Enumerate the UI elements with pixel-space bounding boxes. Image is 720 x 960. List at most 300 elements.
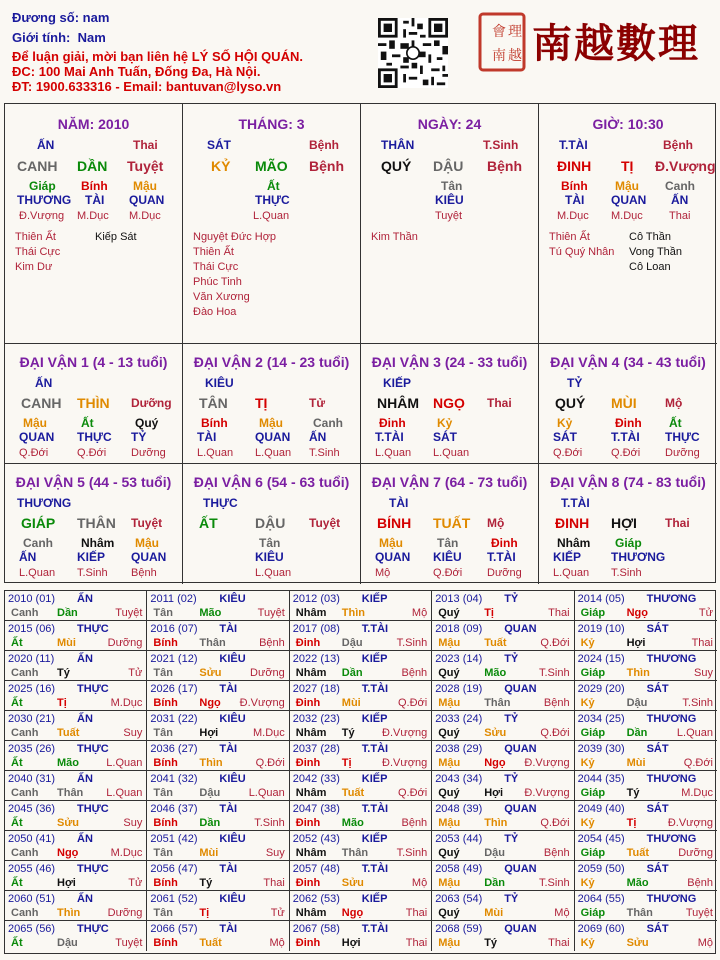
dai-van-god: ẤN	[35, 376, 53, 390]
annual-god: T.TÀI	[361, 743, 389, 755]
pillar-stage-text: M.Dục	[611, 210, 643, 222]
annual-stem: Giáp	[580, 907, 606, 919]
annual-branch: Hợi	[341, 937, 361, 949]
annual-year: 2063 (54)	[435, 893, 483, 905]
annual-stem: Canh	[11, 847, 39, 859]
annual-year: 2043 (34)	[435, 773, 483, 785]
annual-branch: Tuất	[341, 787, 365, 799]
annual-cell	[5, 801, 147, 831]
dai-van-hidden-stem: Canh	[313, 416, 343, 430]
annual-god: SÁT	[646, 623, 669, 635]
annual-year: 2012 (03)	[292, 593, 340, 605]
annual-cell	[5, 891, 147, 921]
annual-year: 2065 (56)	[8, 923, 56, 935]
dai-van-title: ĐẠI VẬN 7 (64 - 73 tuổi)	[371, 474, 528, 490]
annual-year: 2010 (01)	[8, 593, 56, 605]
dai-van-hidden-god: QUAN	[255, 430, 291, 444]
dai-van-hidden-god: QUAN	[131, 550, 167, 564]
annual-cell	[290, 921, 432, 951]
annual-god: SÁT	[646, 923, 669, 935]
annual-stage: Đ.Vượng	[382, 727, 428, 739]
dai-van-branch: TỊ	[255, 395, 268, 411]
dai-van-hidden-stage: L.Quan	[553, 567, 590, 579]
annual-stage: Q.Đới	[540, 727, 570, 739]
annual-stem: Kỷ	[580, 817, 595, 829]
annual-year: 2017 (08)	[292, 623, 340, 635]
annual-branch: Dần	[626, 727, 648, 739]
pillar-top-text: THÂN	[381, 138, 415, 152]
dai-van-stem: ẤT	[199, 515, 218, 531]
gioi-tinh-line: Giới tính: Nam	[12, 30, 106, 45]
annual-cell	[147, 651, 289, 681]
annual-cell	[575, 831, 717, 861]
dai-van-stem: BÍNH	[377, 515, 412, 531]
annual-cell	[575, 651, 717, 681]
annual-cell	[575, 711, 717, 741]
svg-text:越: 越	[508, 48, 522, 64]
annual-god: TỶ	[504, 893, 519, 905]
annual-cell	[5, 861, 147, 891]
annual-year: 2025 (16)	[8, 683, 56, 695]
annual-stem: Quý	[438, 727, 460, 739]
annual-stage: Đ.Vượng	[382, 757, 428, 769]
annual-stem: Đinh	[295, 817, 321, 829]
annual-stem: Tân	[153, 667, 173, 679]
annual-god: TỶ	[504, 833, 519, 845]
annual-year: 2062 (53)	[292, 893, 340, 905]
annual-stage: Mộ	[554, 907, 570, 919]
annual-year: 2056 (47)	[150, 863, 198, 875]
annual-branch: Thân	[199, 637, 226, 649]
star-name: Cô Thần	[629, 231, 671, 243]
annual-cell	[290, 771, 432, 801]
annual-god: TÀI	[219, 803, 238, 815]
star-name: Thái Cực	[15, 246, 61, 258]
annual-stem: Kỷ	[580, 757, 595, 769]
dai-van-hidden-stem: Mậu	[23, 416, 47, 430]
dai-van-hidden-stem: Kỷ	[437, 416, 453, 430]
annual-stage: T.Sinh	[396, 847, 428, 859]
annual-cell	[432, 921, 574, 951]
annual-branch: Dần	[484, 877, 505, 889]
annual-stem: Canh	[11, 667, 39, 679]
annual-god: ẤN	[77, 893, 93, 905]
pillar-stage-text: M.Dục	[557, 210, 589, 222]
pillar-title: THÁNG: 3	[238, 116, 305, 132]
annual-god: ẤN	[77, 773, 93, 785]
annual-cell	[575, 621, 717, 651]
pillar-gods-text: QUAN	[611, 193, 647, 207]
dai-van-cell	[183, 344, 361, 464]
annual-stem: Canh	[11, 907, 39, 919]
annual-stem: Đinh	[295, 877, 321, 889]
annual-god: KIẾP	[361, 593, 388, 605]
annual-stem: Nhâm	[295, 847, 327, 859]
dai-van-hidden-stem: Tân	[259, 536, 281, 550]
dai-van-title: ĐẠI VẬN 6 (54 - 63 tuổi)	[193, 474, 350, 490]
annual-cell	[290, 621, 432, 651]
annual-stem: Nhâm	[295, 607, 327, 619]
dai-van-stem: QUÝ	[555, 395, 586, 411]
annual-stem: Giáp	[580, 847, 606, 859]
annual-branch: Tị	[341, 757, 352, 769]
dai-van-hidden-god: THỰC	[77, 430, 112, 444]
dai-van-title: ĐẠI VẬN 5 (44 - 53 tuổi)	[15, 474, 172, 490]
annual-branch: Mùi	[626, 757, 646, 769]
pillar-mid-text: Bệnh	[309, 158, 344, 174]
annual-stage: Dưỡng	[107, 907, 143, 919]
pillar-gods-text: KIÊU	[435, 193, 464, 207]
dai-van-branch: TUẤT	[433, 515, 471, 531]
annual-stem: Quý	[438, 847, 460, 859]
pillar-top-text: Bệnh	[309, 138, 339, 152]
header	[0, 0, 720, 100]
annual-year: 2045 (36)	[8, 803, 56, 815]
annual-god: SÁT	[646, 683, 669, 695]
annual-year: 2069 (60)	[577, 923, 625, 935]
annual-stage: Bệnh	[687, 877, 713, 889]
dai-van-branch: THÌN	[77, 395, 110, 411]
annual-stem: Giáp	[580, 607, 606, 619]
annual-cell	[147, 801, 289, 831]
star-name: Thiên Ất	[193, 246, 234, 258]
annual-year: 2057 (48)	[292, 863, 340, 875]
annual-cell	[575, 741, 717, 771]
dai-van-hidden-stage: Mộ	[375, 567, 391, 579]
stars-list	[371, 230, 418, 245]
dai-van-hidden-stage: Dưỡng	[665, 447, 700, 459]
dai-van-hidden-stage: Dưỡng	[131, 447, 166, 459]
annual-year: 2029 (20)	[577, 683, 625, 695]
pillar-mid-text: QUÝ	[381, 158, 412, 174]
annual-stage: Thai	[691, 637, 713, 649]
dai-van-stage: Mộ	[487, 516, 505, 530]
annual-branch: Tuất	[484, 637, 507, 649]
annual-stage: Q.Đới	[397, 697, 428, 709]
annual-cell	[575, 591, 717, 621]
pillar-hidden-text: Canh	[665, 179, 695, 193]
duong-so-line: Đương số: nam	[12, 10, 110, 25]
annual-branch: Dần	[57, 607, 78, 619]
annual-stage: Tử	[270, 907, 285, 919]
annual-stage: Bệnh	[543, 847, 570, 859]
pillar-hidden-text: Bính	[561, 179, 588, 193]
annual-stage: T.Sinh	[396, 637, 428, 649]
annual-branch: Dần	[199, 817, 221, 829]
annual-god: TÀI	[219, 743, 238, 755]
annual-god: QUAN	[504, 863, 537, 875]
annual-year: 2021 (12)	[150, 653, 198, 665]
annual-branch: Hợi	[626, 637, 646, 649]
annual-stem: Quý	[438, 907, 460, 919]
annual-branch: Dậu	[626, 697, 648, 709]
pillar-mid-text: Đ.Vượng	[655, 158, 716, 174]
dai-van-hidden-stem: Mậu	[259, 416, 283, 430]
contact-address: ĐC: 100 Mai Anh Tuấn, Đống Đa, Hà Nội.	[12, 64, 261, 79]
dai-van-hidden-god: SÁT	[433, 430, 457, 444]
annual-branch: Tý	[626, 787, 640, 799]
annual-god: THƯƠNG	[646, 773, 697, 785]
annual-god: T.TÀI	[361, 923, 389, 935]
annual-cell	[432, 651, 574, 681]
dai-van-hidden-god: QUAN	[19, 430, 55, 444]
annual-stem: Bính	[153, 637, 178, 649]
dai-van-hidden-stage: Q.Đới	[553, 447, 583, 459]
dai-van-title: ĐẠI VẬN 1 (4 - 13 tuổi)	[19, 354, 168, 370]
dai-van-hidden-stem: Tân	[437, 536, 459, 550]
annual-stage: Tuyệt	[257, 607, 285, 619]
annual-branch: Mùi	[341, 697, 361, 709]
dai-van-hidden-god: T.TÀI	[375, 430, 404, 444]
header-info	[12, 10, 372, 94]
annual-branch: Hợi	[484, 787, 504, 799]
annual-branch: Mão	[626, 877, 649, 889]
annual-god: THƯƠNG	[646, 653, 697, 665]
annual-year: 2053 (44)	[435, 833, 483, 845]
annual-god: THỰC	[77, 683, 109, 695]
stars-list	[549, 230, 614, 260]
annual-god: THỰC	[77, 803, 109, 815]
annual-year: 2061 (52)	[150, 893, 198, 905]
dai-van-hidden-stage: L.Quan	[255, 567, 292, 579]
dai-van-stage: Tuyệt	[131, 516, 163, 530]
annual-god: QUAN	[504, 923, 537, 935]
pillar-mid-text: DẬU	[433, 158, 464, 174]
annual-branch: Thìn	[341, 607, 366, 619]
annual-year: 2068 (59)	[435, 923, 483, 935]
annual-year: 2034 (25)	[577, 713, 625, 725]
annual-year: 2066 (57)	[150, 923, 198, 935]
annual-stage: Q.Đới	[683, 757, 713, 769]
star-name: Vong Thần	[629, 246, 683, 258]
annual-year: 2032 (23)	[292, 713, 340, 725]
annual-stem: Kỷ	[580, 637, 595, 649]
pillar-gods-text: TÀI	[565, 193, 585, 207]
annual-year: 2042 (33)	[292, 773, 340, 785]
dai-van-hidden-god: THỰC	[665, 430, 700, 444]
pillar-hidden-text: Bính	[81, 179, 108, 193]
seal-stamp-icon	[478, 12, 526, 72]
annual-cell	[432, 891, 574, 921]
dai-van-hidden-god: ẤN	[19, 550, 37, 564]
annual-year: 2052 (43)	[292, 833, 340, 845]
annual-stem: Ất	[11, 877, 23, 889]
dai-van-god: KIÊU	[205, 376, 234, 390]
annual-year: 2067 (58)	[292, 923, 340, 935]
annual-year: 2030 (21)	[8, 713, 56, 725]
annual-cell	[5, 921, 147, 951]
annual-stem: Canh	[11, 727, 39, 739]
dai-van-hidden-stage: T.Sinh	[309, 447, 340, 459]
annual-cell	[5, 621, 147, 651]
dai-van-god: T.TÀI	[561, 496, 590, 510]
annual-stage: Đ.Vượng	[524, 787, 570, 799]
annual-stem: Ất	[11, 637, 23, 649]
dai-van-god: TÀI	[389, 496, 409, 510]
dai-van-hidden-stem: Đinh	[379, 416, 406, 430]
annual-stem: Đinh	[295, 637, 321, 649]
annual-cell	[432, 771, 574, 801]
annual-stem: Tân	[153, 727, 173, 739]
annual-year: 2024 (15)	[577, 653, 625, 665]
pillar-mid-text: TỊ	[621, 158, 634, 174]
dai-van-hidden-god: KIẾP	[553, 550, 582, 564]
dai-van-hidden-stage: Q.Đới	[19, 447, 49, 459]
annual-year: 2023 (14)	[435, 653, 483, 665]
pillar-mid-text: MÃO	[255, 158, 288, 174]
annual-cell	[432, 741, 574, 771]
star-name: Văn Xương	[193, 291, 250, 303]
star-name: Tú Quý Nhân	[549, 246, 615, 258]
annual-stage: Mộ	[269, 937, 285, 949]
annual-branch: Tuất	[57, 727, 80, 739]
annual-cell	[147, 921, 289, 951]
annual-stage: L.Quan	[676, 727, 713, 739]
annual-stage: Tử	[128, 877, 143, 889]
dai-van-hidden-stem: Quý	[135, 416, 159, 430]
dai-van-god: THƯƠNG	[17, 496, 72, 510]
annual-god: TỶ	[504, 773, 519, 785]
annual-branch: Sửu	[484, 727, 507, 739]
annual-year: 2059 (50)	[577, 863, 625, 875]
annual-cell	[432, 831, 574, 861]
annual-cell	[575, 921, 717, 951]
pillar-hidden-text: Ất	[267, 179, 280, 193]
annual-stem: Nhâm	[295, 667, 327, 679]
pillar-stage-text: Thai	[669, 210, 691, 222]
annual-god: THƯƠNG	[646, 833, 697, 845]
annual-stage: Dưỡng	[250, 667, 285, 679]
annual-stage: L.Quan	[106, 757, 143, 769]
dai-van-hidden-god: KIÊU	[433, 550, 462, 564]
dai-van-hidden-god: TÀI	[197, 430, 217, 444]
brand-logo-text: 南越數理	[532, 20, 700, 67]
annual-stem: Tân	[153, 787, 173, 799]
annual-stem: Nhâm	[295, 727, 327, 739]
annual-year: 2013 (04)	[435, 593, 483, 605]
annual-branch: Thân	[626, 907, 653, 919]
dai-van-hidden-stem: Ất	[81, 416, 94, 430]
annual-stage: L.Quan	[248, 787, 285, 799]
annual-branch: Mão	[484, 667, 507, 679]
annual-branch: Thìn	[199, 757, 223, 769]
annual-branch: Tý	[341, 727, 355, 739]
annual-god: SÁT	[646, 743, 669, 755]
star-name: Nguyệt Đức Hợp	[193, 231, 277, 243]
dai-van-stem: CANH	[21, 395, 62, 411]
annual-year: 2049 (40)	[577, 803, 625, 815]
annual-stem: Nhâm	[295, 907, 327, 919]
annual-branch: Mão	[341, 817, 364, 829]
dai-van-hidden-stem: Đinh	[615, 416, 642, 430]
pillar-stage-text: M.Dục	[129, 210, 161, 222]
dai-van-hidden-god: SÁT	[553, 430, 577, 444]
annual-branch: Tuất	[626, 847, 649, 859]
annual-god: THỰC	[77, 923, 109, 935]
annual-branch: Sửu	[626, 937, 649, 949]
pillar-gods-text: ẤN	[671, 193, 689, 207]
dai-van-cell	[361, 344, 539, 464]
annual-stage: Tử	[698, 607, 713, 619]
pillar-mid-text: CANH	[17, 158, 58, 174]
star-name: Đào Hoa	[193, 306, 237, 318]
pillar-title: NĂM: 2010	[57, 116, 130, 132]
annual-stage: Thai	[548, 607, 570, 619]
annual-stem: Mậu	[438, 817, 461, 829]
pillar-cell	[361, 104, 539, 344]
dai-van-hidden-stem: Giáp	[615, 536, 642, 550]
annual-stem: Mậu	[438, 937, 461, 949]
annual-stage: Suy	[123, 727, 143, 739]
dai-van-stage: Mộ	[665, 396, 683, 410]
dai-van-cell	[539, 464, 717, 584]
annual-stage: Thai	[405, 937, 428, 949]
annual-cell	[575, 801, 717, 831]
dai-van-hidden-god: ẤN	[309, 430, 327, 444]
dai-van-hidden-stem: Mậu	[135, 536, 159, 550]
annual-god: THỰC	[77, 743, 109, 755]
annual-cell	[5, 831, 147, 861]
annual-year: 2028 (19)	[435, 683, 483, 695]
annual-god: T.TÀI	[361, 683, 389, 695]
annual-stem: Mậu	[438, 877, 461, 889]
dai-van-stem: NHÂM	[377, 395, 419, 411]
stars-list	[95, 230, 137, 245]
annual-cell	[147, 621, 289, 651]
annual-branch: Ngọ	[626, 607, 648, 619]
dai-van-branch: HỢI	[611, 515, 637, 531]
annual-stage: Suy	[265, 847, 285, 859]
dai-van-branch: DẬU	[255, 515, 286, 531]
annual-branch: Sửu	[199, 667, 222, 679]
dai-van-hidden-stem: Nhâm	[557, 536, 591, 550]
annual-stage: Bệnh	[401, 817, 428, 829]
annual-branch: Ngọ	[57, 847, 79, 859]
annual-cell	[575, 861, 717, 891]
pillar-cell	[183, 104, 361, 344]
annual-stage: Thai	[263, 877, 285, 889]
annual-stage: Mộ	[411, 607, 428, 619]
contact-phone-email: ĐT: 1900.633316 - Email: bantuvan@lyso.vn	[12, 79, 282, 94]
annual-cell	[290, 861, 432, 891]
annual-god: KIÊU	[219, 833, 246, 845]
pillar-mid-text: Tuyệt	[127, 158, 164, 174]
annual-branch: Tuất	[199, 937, 222, 949]
annual-branch: Thìn	[57, 907, 81, 919]
dai-van-branch: NGỌ	[433, 395, 465, 411]
annual-stage: M.Dục	[681, 787, 713, 799]
annual-stage: Bệnh	[543, 697, 570, 709]
annual-branch: Mão	[57, 757, 79, 769]
annual-branch: Ngọ	[484, 757, 506, 769]
annual-year: 2047 (38)	[292, 803, 340, 815]
annual-god: TÀI	[219, 623, 238, 635]
annual-cell	[5, 711, 147, 741]
annual-stage: M.Dục	[110, 847, 143, 859]
annual-stem: Tân	[153, 907, 173, 919]
dai-van-title: ĐẠI VẬN 2 (14 - 23 tuổi)	[193, 354, 350, 370]
annual-god: THỰC	[77, 863, 109, 875]
pillar-stage-text: Tuyệt	[435, 210, 463, 222]
annual-stem: Đinh	[295, 697, 321, 709]
annual-stem: Tân	[153, 847, 173, 859]
dai-van-stem: TÂN	[199, 395, 228, 411]
dai-van-stage: Dưỡng	[131, 396, 172, 410]
pillar-top-text: Thai	[133, 138, 158, 152]
annual-stage: Thai	[405, 907, 428, 919]
annual-year: 2016 (07)	[150, 623, 198, 635]
annual-god: QUAN	[504, 683, 537, 695]
